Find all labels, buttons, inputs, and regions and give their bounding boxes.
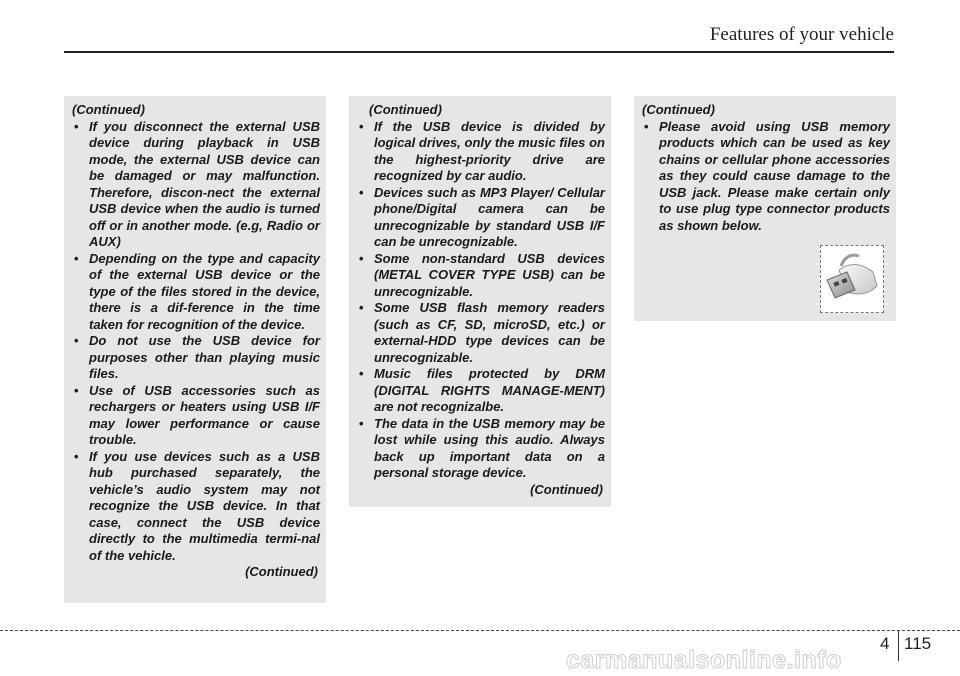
list-item: • Use of USB accessories such as rechargers or heaters using USB I/F may lower performance or cause trouble. [72,383,320,449]
page-number: 115 [904,634,932,653]
running-header-title: Features of your vehicle [709,24,894,45]
list-item: • Some USB flash memory readers (such as CF, SD, microSD, etc.) or external-HDD type devices can be unrecognizable. [357,300,605,366]
list-item: • If you use devices such as a USB hub purchased separately, the vehicle’s audio system may not recognize the USB device. In that case, connect the USB device directly to the multimedia termi-nal of the vehicle. [72,449,320,565]
list-item: • Depending on the type and capacity of the external USB device or the type of the files stored in the device, there is a dif-ference in the time taken for recognition of the device. [72,251,320,334]
chapter-number: 4 [880,634,890,653]
bullet-list [357,119,605,482]
header-rule [64,51,894,53]
caution-panel-1 [64,96,326,603]
caution-panel-2 [349,96,611,507]
usb-plug-connector-icon [821,246,883,312]
list-item: • Some non-standard USB devices (METAL COVER TYPE USB) can be unrecognizable. [357,251,605,301]
bullet-list [72,119,320,565]
list-item: • Do not use the USB device for purposes other than playing music files. [72,333,320,383]
continued-label: (Continued) [72,102,145,117]
footer-rule [0,630,960,631]
continued-label: (Continued) [530,481,603,497]
bullet-list [642,119,890,235]
watermark: carmanualsonline.info [566,646,842,674]
usb-figure [820,245,884,313]
list-item: • The data in the USB memory may be lost while using this audio. Always back up important data on a personal storage device. [357,416,605,482]
list-item: • If you disconnect the external USB device during playback in USB mode, the external USB device can be damaged or may malfunction. Therefore, discon-nect the external USB device when the audio is turned off or in another mode. (e.g, Radio or AUX) [72,119,320,251]
continued-label: (Continued) [369,102,442,117]
list-item: • Music files protected by DRM (DIGITAL RIGHTS MANAGE-MENT) are not recognizalbe. [357,366,605,416]
page-number-separator [898,631,899,661]
continued-label: (Continued) [245,564,318,579]
continued-label: (Continued) [642,102,715,117]
list-item: • Please avoid using USB memory products which can be used as key chains or cellular phone accessories as they could cause damage to the USB jack. Please make certain only to use plug type connector products as shown below. [642,119,890,235]
list-item: • If the USB device is divided by logical drives, only the music files on the highest-priority drive are recognized by car audio. [357,119,605,185]
list-item: • Devices such as MP3 Player/ Cellular phone/Digital camera can be unrecognizable by standard USB I/F can be unrecognizable. [357,185,605,251]
